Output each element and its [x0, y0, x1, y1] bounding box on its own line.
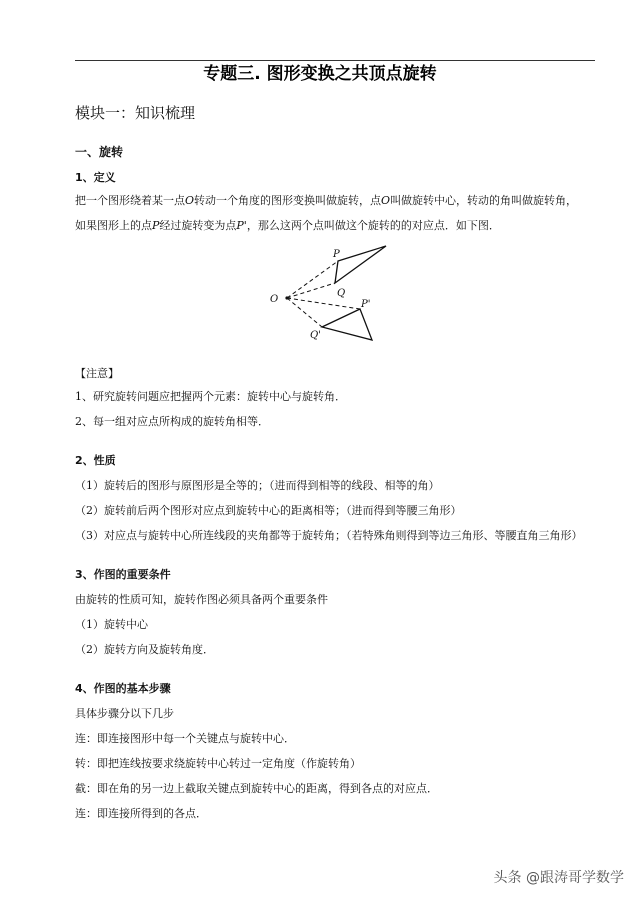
- dashed-ray-op: [287, 261, 338, 298]
- step-item: 截：即在角的另一边上截取关键点到旋转中心的距离，得到各点的对应点．: [75, 782, 438, 795]
- variable-o: O: [381, 194, 391, 207]
- notes-heading: 【注意】: [75, 367, 119, 380]
- property-item: （1）旋转后的图形与原图形是全等的；（进而得到相等的线段、相等的角）: [75, 479, 440, 492]
- step-item: 连：即连接图形中每一个关键点与旋转中心．: [75, 732, 295, 745]
- note-item: 2、每一组对应点所构成的旋转角相等．: [75, 415, 269, 428]
- label-q-prime: Q': [310, 330, 321, 341]
- property-item: （2）旋转前后两个图形对应点到旋转中心的距离相等；（进而得到等腰三角形）: [75, 504, 462, 517]
- watermark: 头条 @跟涛哥学数学: [493, 870, 624, 886]
- module-title: 模块一：知识梳理: [75, 104, 196, 122]
- steps-heading: 4、作图的基本步骤: [75, 682, 171, 695]
- label-q: Q: [337, 288, 346, 299]
- original-triangle: [335, 246, 386, 283]
- conditions-heading: 3、作图的重要条件: [75, 568, 171, 581]
- step-item: 连：即连接所得到的各点．: [75, 807, 207, 820]
- property-item: （3）对应点与旋转中心所连线段的夹角都等于旋转角；（若特殊角则得到等边三角形、等腰直角三角形）: [75, 529, 583, 542]
- condition-item: （2）旋转方向及旋转角度．: [75, 643, 214, 656]
- conditions-intro: 由旋转的性质可知，旋转作图必须具备两个重要条件: [75, 593, 328, 606]
- condition-item: （1）旋转中心: [75, 618, 148, 631]
- steps-intro: 具体步骤分以下几步: [75, 707, 174, 720]
- definition-line-1: [75, 193, 605, 209]
- properties-heading: 2、性质: [75, 454, 116, 467]
- note-item: 1、研究旋转问题应把握两个元素：旋转中心与旋转角．: [75, 390, 346, 403]
- step-item: 转：即把连线按要求绕旋转中心转过一定角度（作旋转角）: [75, 757, 361, 770]
- center-point: [285, 296, 288, 299]
- page-title: 专题三. 图形变换之共顶点旋转: [203, 64, 437, 84]
- definition-text: 把一个图形绕着某一点: [75, 194, 185, 207]
- definition-text: 叫做旋转中心，转动的角叫做旋转角，: [390, 194, 578, 207]
- definition-text: ，那么这两个点叫做这个旋转的的对应点．如下图．: [246, 219, 500, 232]
- rotated-triangle: [322, 309, 372, 340]
- variable-p: P: [152, 219, 160, 232]
- definition-text: 转动一个角度的图形变换叫做旋转，点: [194, 194, 382, 207]
- top-rule: [75, 60, 595, 61]
- section-heading-rotation: 一、旋转: [75, 145, 124, 159]
- label-p: P: [333, 249, 340, 260]
- dashed-ray-oq: [287, 283, 335, 298]
- definition-text: 如果图形上的点: [75, 219, 152, 232]
- variable-p-prime: P': [236, 219, 247, 232]
- definition-text: 经过旋转变为点: [159, 219, 237, 232]
- label-p-prime: P': [361, 299, 371, 310]
- variable-o: O: [185, 194, 195, 207]
- rotation-figure: [262, 244, 392, 348]
- label-o: O: [270, 294, 279, 305]
- definition-line-2: [75, 218, 605, 234]
- definition-heading: 1、定义: [75, 171, 116, 184]
